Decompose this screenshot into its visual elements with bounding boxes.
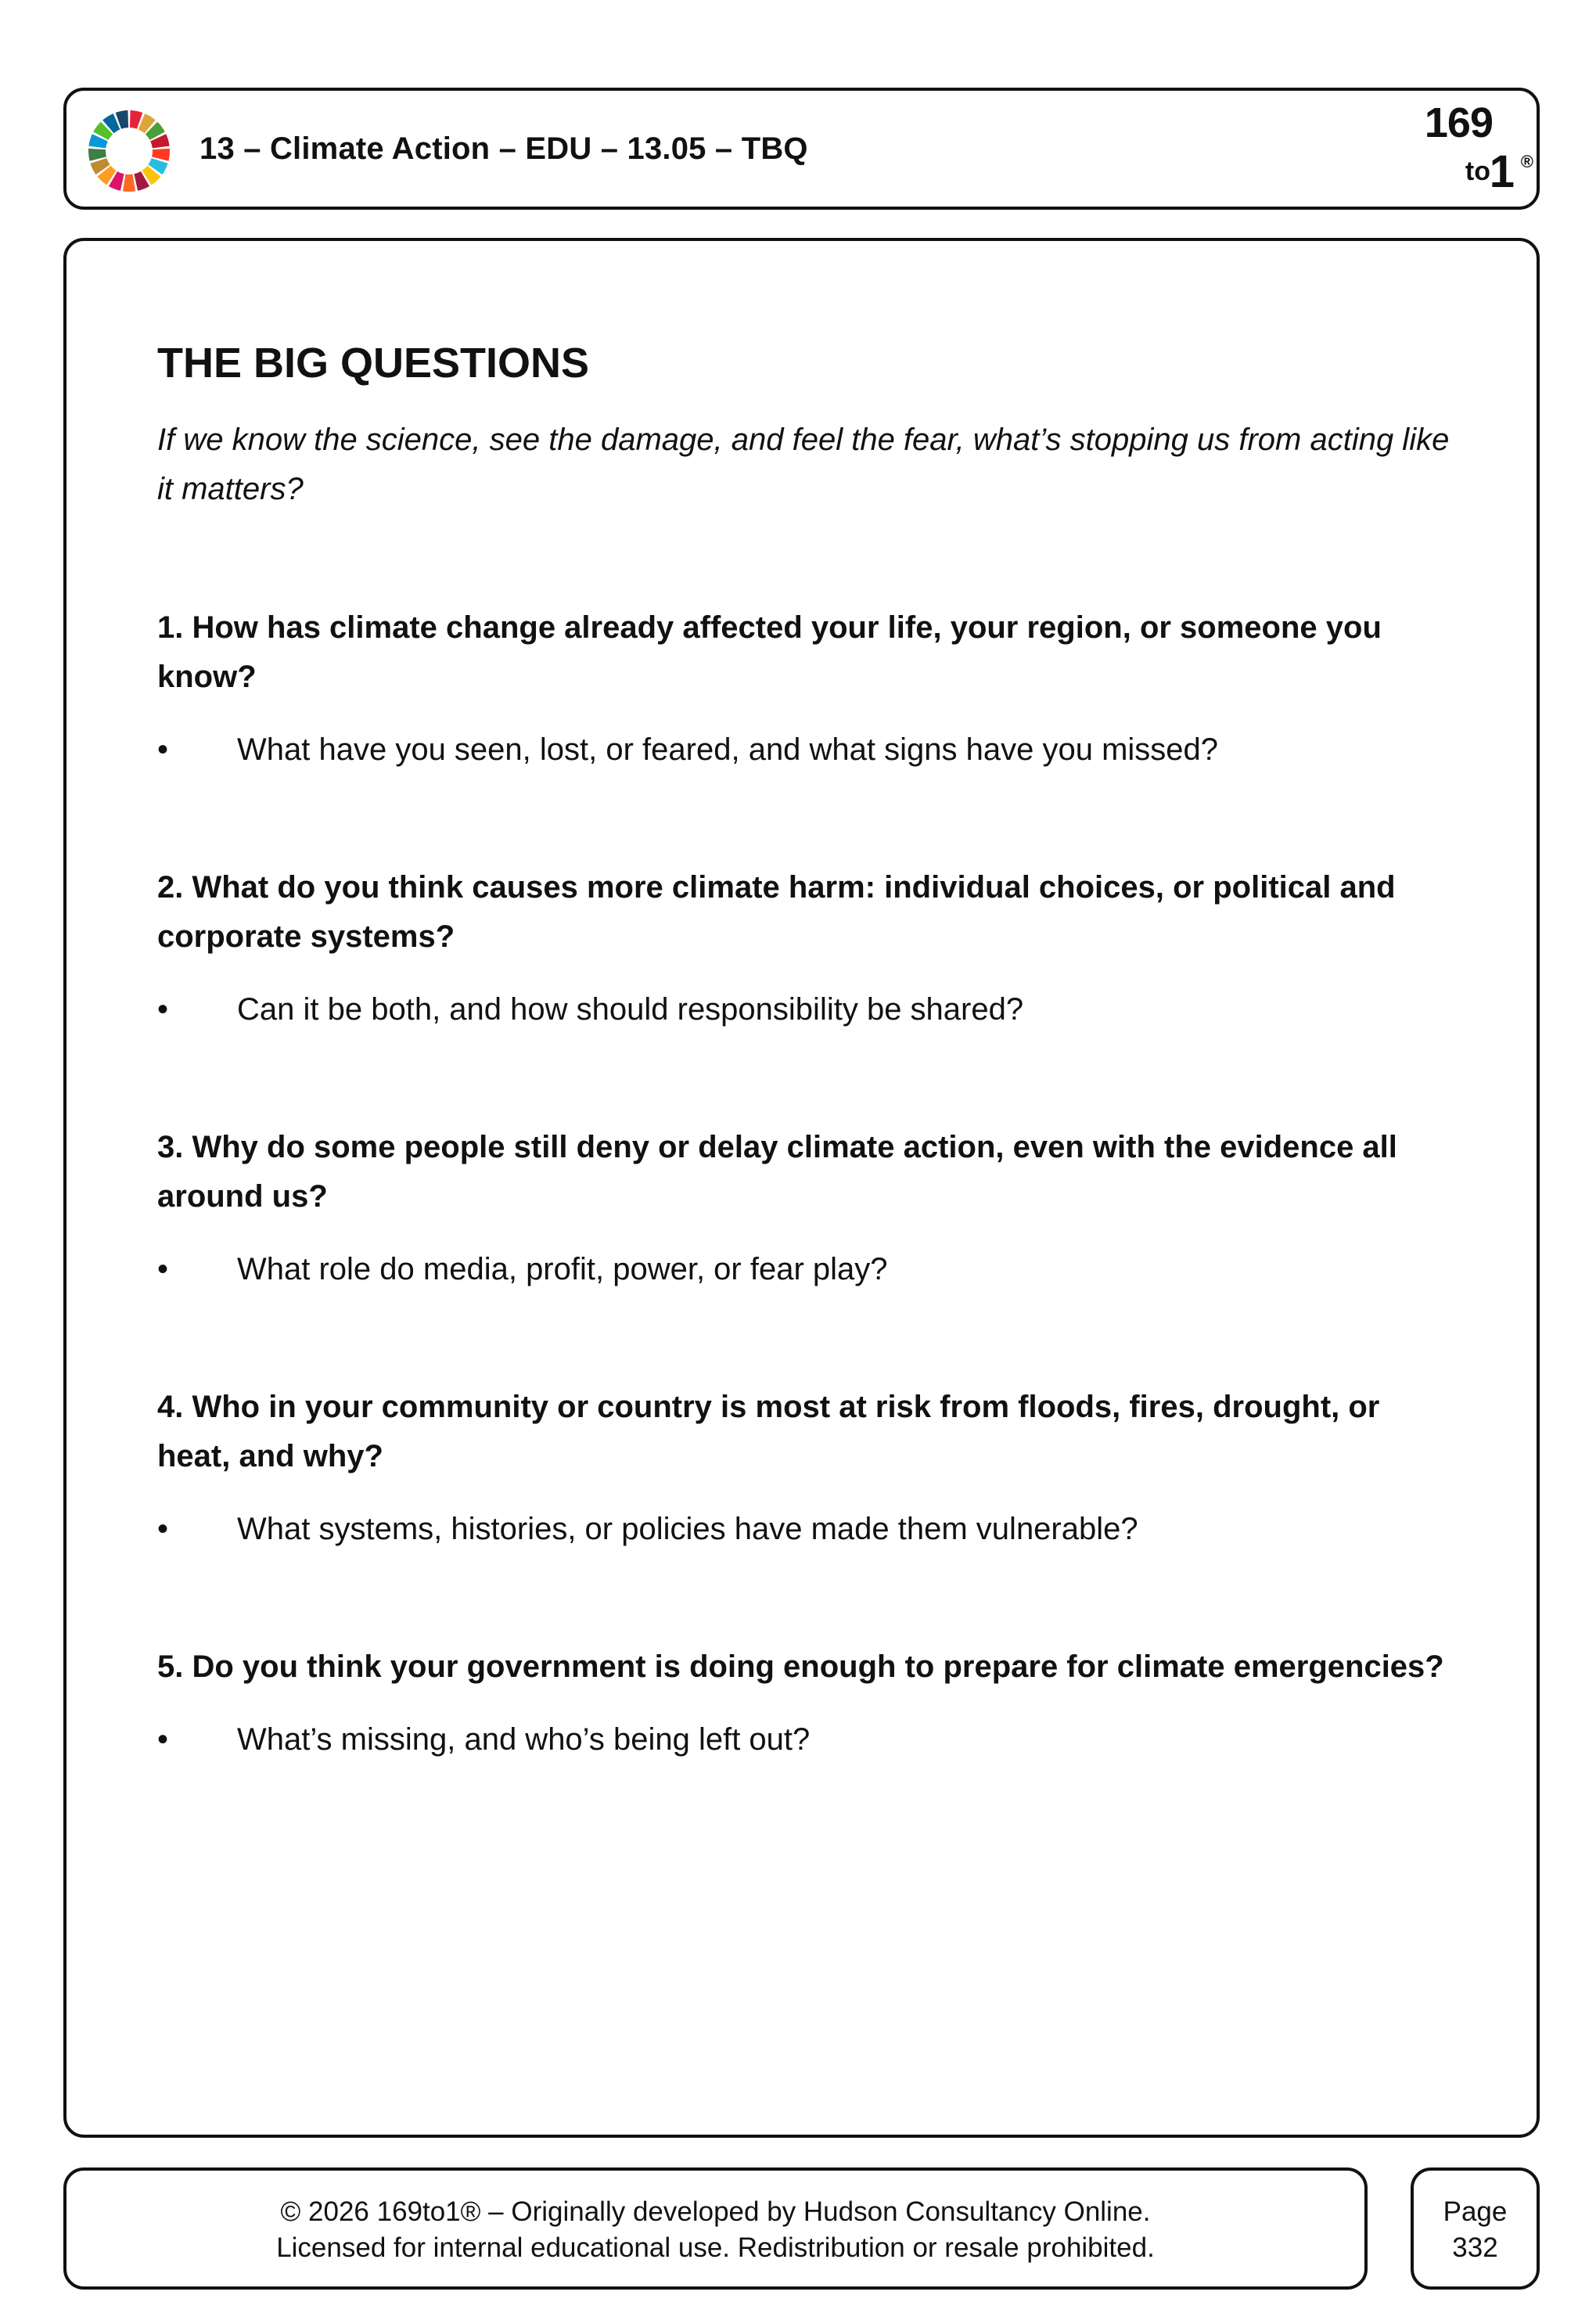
question-list — [157, 603, 1456, 1765]
brand-registered-mark: ® — [1520, 152, 1533, 171]
question-block — [157, 1642, 1456, 1765]
bullet-icon: • — [157, 1722, 169, 1757]
intro-question: If we know the science, see the damage, and feel the fear, what’s stopping us from acting like it matters? — [157, 423, 1450, 507]
question-text: 2. What do you think causes more climate harm: individual choices, or political and corporate systems? — [157, 870, 1396, 955]
copyright-notice — [66, 2194, 1364, 2266]
content-body — [157, 339, 1456, 1853]
page-indicator — [1414, 2194, 1537, 2266]
question-text: 5. Do you think your government is doing enough to prepare for climate emergencies? — [157, 1649, 1444, 1685]
sdg-wheel-segment — [123, 174, 135, 192]
question-block — [157, 603, 1456, 775]
follow-up-text: What role do media, profit, power, or fear play? — [237, 1252, 888, 1287]
sdg-wheel-icon — [87, 109, 171, 193]
follow-up-text: What have you seen, lost, or feared, and what signs have you missed? — [237, 732, 1219, 768]
page-label: Page — [1443, 2196, 1508, 2227]
bullet-icon: • — [157, 1512, 169, 1547]
question-text: 1. How has climate change already affected your life, your region, or someone you know? — [157, 610, 1382, 695]
footer-box — [63, 2167, 1368, 2290]
follow-up-bullet — [157, 1715, 1456, 1765]
brand-to: to — [1465, 156, 1490, 186]
bullet-icon: • — [157, 1252, 169, 1287]
question-block — [157, 1383, 1456, 1554]
page-number-box — [1411, 2167, 1540, 2290]
question-text: 3. Why do some people still deny or delay climate action, even with the evidence all around us? — [157, 1130, 1397, 1214]
page-heading: THE BIG QUESTIONS — [157, 340, 590, 387]
header-bar — [63, 88, 1540, 210]
question-block — [157, 1123, 1456, 1294]
follow-up-text: What systems, histories, or policies have made them vulnerable? — [237, 1512, 1138, 1547]
question-block — [157, 863, 1456, 1034]
follow-up-text: Can it be both, and how should responsibility be shared? — [237, 992, 1024, 1027]
follow-up-bullet — [157, 1245, 1456, 1294]
content-panel — [63, 238, 1540, 2138]
copyright-line-1: © 2026 169to1® – Originally developed by Hudson Consultancy Online. — [280, 2196, 1151, 2227]
copyright-line-2: Licensed for internal educational use. Redistribution or resale prohibited. — [276, 2232, 1155, 2263]
follow-up-text: What’s missing, and who’s being left out? — [237, 1722, 811, 1757]
brand-number: 169 — [1424, 99, 1493, 146]
document-title: 13 – Climate Action – EDU – 13.05 – TBQ — [200, 131, 808, 166]
page-number: 332 — [1452, 2232, 1498, 2263]
bullet-icon: • — [157, 732, 169, 768]
follow-up-bullet — [157, 725, 1456, 775]
follow-up-bullet — [157, 985, 1456, 1034]
question-text: 4. Who in your community or country is most at risk from floods, fires, drought, or heat, and why? — [157, 1390, 1380, 1474]
bullet-icon: • — [157, 992, 169, 1027]
follow-up-bullet — [157, 1505, 1456, 1554]
brand-one: 1 — [1489, 146, 1515, 197]
